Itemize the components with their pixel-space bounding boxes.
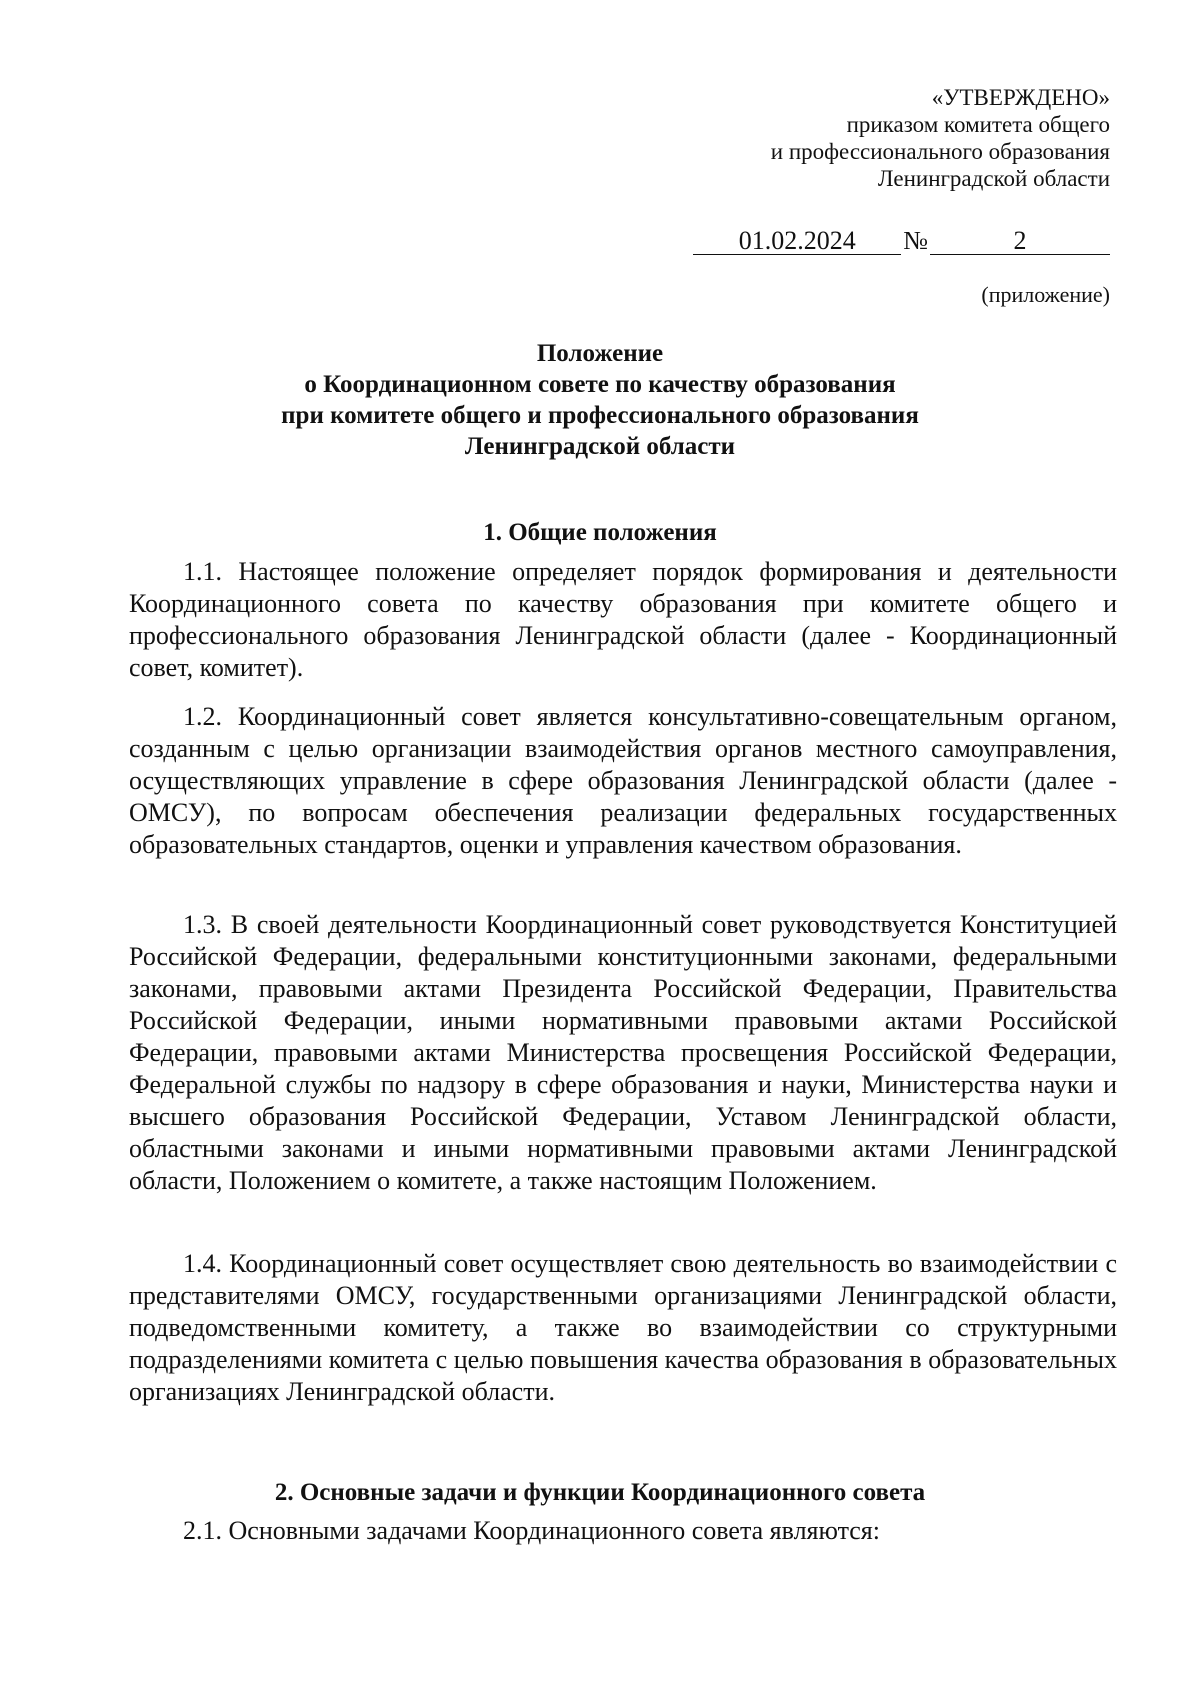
approval-line: Ленинградской области — [877, 166, 1110, 191]
approval-line: «УТВЕРЖДЕНО» — [931, 85, 1110, 110]
order-number: 2 — [930, 228, 1110, 255]
section-heading: 1. Общие положения — [483, 519, 717, 546]
paragraph-2-1: 2.1. Основными задачами Координационного совета являются: — [183, 1516, 880, 1545]
appendix-note: (приложение) — [981, 282, 1110, 307]
paragraph-1-2: 1.2. Координационный совет является консультативно-совещательным органом, созданным с целью организации взаимодействия органов местного самоуправления, осуществляющих управление в сфере образования Ленинградской области (далее - ОМСУ), по вопросам обеспечения реализации федеральных государственных образовательных стандартов, оценки и управления качеством образования. — [129, 702, 1117, 859]
approval-stamp — [771, 84, 1110, 192]
approval-line: приказом комитета общего — [846, 112, 1110, 137]
section-heading: 2. Основные задачи и функции Координационного совета — [274, 1479, 926, 1506]
title-line: о Координационном совете по качеству образования — [304, 371, 896, 398]
order-date-number — [693, 226, 1110, 256]
paragraph-1-3: 1.3. В своей деятельности Координационный совет руководствуется Конституцией Российской Федерации, федеральными конституционными законами, федеральными законами, правовыми актами Президента Российской Федерации, Правительства Российской Федерации, иными нормативными правовыми актами Российской Федерации, правовыми актами Министерства просвещения Российской Федерации, Федеральной службы по надзору в сфере образования и науки, Министерства науки и высшего образования Российской Федерации, Уставом Ленинградской области, областными законами и иными нормативными правовыми актами Ленинградской области, Положением о комитете, а также настоящим Положением. — [129, 910, 1117, 1195]
title-line: Положение — [536, 340, 664, 367]
approval-line: и профессионального образования — [770, 139, 1110, 164]
title-line: при комитете общего и профессионального образования — [281, 402, 919, 429]
title-line: Ленинградской области — [464, 433, 736, 460]
number-sign: № — [903, 226, 928, 255]
order-date: 01.02.2024 — [693, 228, 901, 255]
paragraph-1-1: 1.1. Настоящее положение определяет порядок формирования и деятельности Координационного совета по качеству образования при комитете общего и профессионального образования Ленинградской области (далее - Координационный совет, комитет). — [129, 557, 1117, 682]
paragraph-1-4: 1.4. Координационный совет осуществляет свою деятельность во взаимодействии с представителями ОМСУ, государственными организациями Ленинградской области, подведомственными комитету, а также во взаимодействии со структурными подразделениями комитета с целью повышения качества образования в образовательных организациях Ленинградской области. — [129, 1249, 1117, 1406]
document-title — [100, 338, 1100, 462]
